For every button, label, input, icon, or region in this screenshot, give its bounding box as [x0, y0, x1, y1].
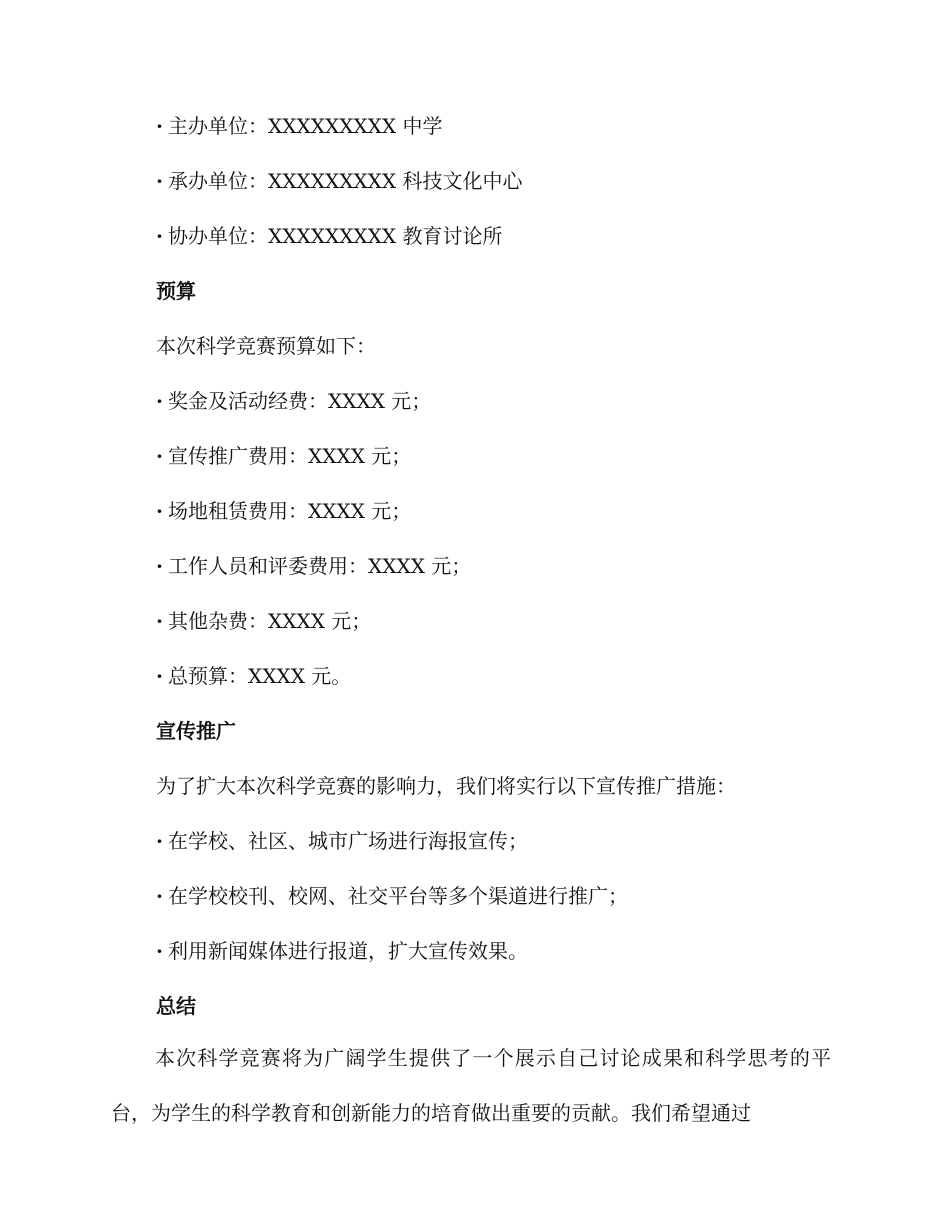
budget-item: · 宣传推广费用：XXXX 元；	[156, 442, 411, 470]
budget-item: · 其他杂费：XXXX 元；	[156, 607, 371, 635]
co-organizer-unit: · 协办单位：XXXXXXXXX 教育讨论所	[156, 222, 503, 250]
budget-heading: 预算	[156, 279, 196, 303]
host-unit: · 主办单位：XXXXXXXXX 中学	[156, 112, 443, 140]
summary-heading: 总结	[156, 994, 196, 1018]
organizer-unit: · 承办单位：XXXXXXXXX 科技文化中心	[156, 167, 523, 195]
budget-item: · 场地租赁费用：XXXX 元；	[156, 497, 411, 525]
promotion-intro: 为了扩大本次科学竞赛的影响力，我们将实行以下宣传推广措施：	[156, 774, 736, 798]
promotion-item: · 在学校校刊、校网、社交平台等多个渠道进行推广；	[156, 882, 628, 910]
budget-total: · 总预算：XXXX 元。	[156, 662, 351, 690]
budget-item: · 工作人员和评委费用：XXXX 元；	[156, 552, 471, 580]
summary-paragraph: 本次科学竞赛将为广阔学生提供了一个展示自己讨论成果和科学思考的平台，为学生的科学教育和创新能力的培育做出重要的贡献。我们希望通过	[111, 1046, 831, 1125]
promotion-item: · 在学校、社区、城市广场进行海报宣传；	[156, 827, 528, 855]
promotion-item: · 利用新闻媒体进行报道，扩大宣传效果。	[156, 937, 528, 965]
promotion-heading: 宣传推广	[156, 719, 236, 743]
budget-intro: 本次科学竞赛预算如下：	[156, 334, 376, 358]
budget-item: · 奖金及活动经费：XXXX 元；	[156, 387, 431, 415]
